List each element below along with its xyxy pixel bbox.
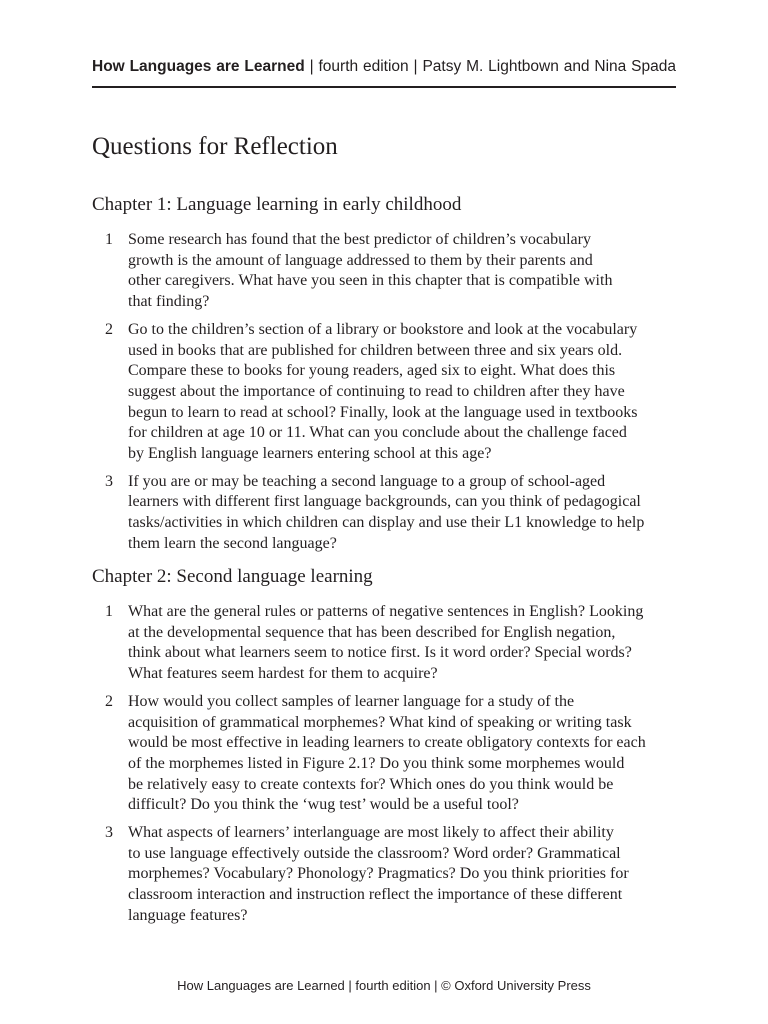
- question-text-line: to use language effectively outside the classroom? Word order? Grammatical: [128, 844, 621, 862]
- question-text-line: difficult? Do you think the ‘wug test’ would be a useful tool?: [128, 796, 519, 814]
- question-text-line: Some research has found that the best predictor of children’s vocabulary: [128, 231, 591, 248]
- question-text-line: Compare these to books for young readers, aged six to eight. What does this: [128, 362, 616, 380]
- chapter-2-heading: Chapter 2: Second language learning: [92, 566, 373, 587]
- question-text-line: begun to learn to read at school? Finally, look at the language used in textbooks: [128, 403, 638, 421]
- question-number: 1: [105, 231, 113, 248]
- question-text-line: morphemes? Vocabulary? Phonology? Pragmatics? Do you think priorities for: [128, 865, 629, 883]
- question-text-line: used in books that are published for children between three and six years old.: [128, 341, 623, 359]
- question-1-1: [92, 230, 680, 313]
- question-text-line: suggest about the importance of continuing to read to children after they have: [128, 382, 625, 400]
- chapter-1-heading: Chapter 1: Language learning in early childhood: [92, 194, 462, 215]
- chapter-2-question-list: [92, 602, 680, 933]
- header-separator: |: [408, 58, 423, 75]
- question-text-line: of the morphemes listed in Figure 2.1? Do you think some morphemes would: [128, 754, 625, 772]
- page-footer: How Languages are Learned | fourth edition | © Oxford University Press: [177, 978, 591, 993]
- question-text-line: for children at age 10 or 11. What can you conclude about the challenge faced: [128, 424, 627, 442]
- question-number: 3: [105, 472, 113, 490]
- question-1-3: [92, 472, 680, 555]
- question-text-line: be relatively easy to create contexts for? Which ones do you think would be: [128, 775, 614, 793]
- page-title: Questions for Reflection: [92, 133, 338, 160]
- question-text-line: think about what learners seem to notice first. Is it word order? Special words?: [128, 644, 632, 662]
- header-rule: [92, 86, 676, 88]
- question-text-line: learners with different first language backgrounds, can you think of pedagogical: [128, 493, 641, 511]
- chapter-1-question-list: [92, 230, 680, 561]
- question-text-line: How would you collect samples of learner language for a study of the: [128, 692, 575, 710]
- question-text-line: that finding?: [128, 293, 210, 311]
- question-text-line: If you are or may be teaching a second language to a group of school-aged: [128, 472, 606, 490]
- running-header: [92, 56, 676, 78]
- question-2-2: [92, 692, 680, 816]
- question-text-line: tasks/activities in which children can display and use their L1 knowledge to help: [128, 514, 645, 532]
- question-text-line: them learn the second language?: [128, 534, 337, 552]
- question-text-line: acquisition of grammatical morphemes? What kind of speaking or writing task: [128, 713, 632, 731]
- question-1-2: [92, 320, 680, 465]
- question-number: 3: [105, 823, 113, 841]
- question-text-line: What are the general rules or patterns of negative sentences in English? Looking: [128, 603, 644, 620]
- question-text-line: Go to the children’s section of a library or bookstore and look at the vocabulary: [128, 320, 638, 338]
- question-2-3: [92, 823, 680, 927]
- question-text-line: at the developmental sequence that has been described for English negation,: [128, 623, 616, 641]
- question-text-line: would be most effective in leading learners to create obligatory contexts for each: [128, 734, 646, 752]
- question-text-line: language features?: [128, 906, 248, 924]
- question-text-line: growth is the amount of language addressed to them by their parents and: [128, 251, 593, 269]
- question-text-line: by English language learners entering school at this age?: [128, 445, 492, 463]
- question-text-line: other caregivers. What have you seen in this chapter that is compatible with: [128, 272, 613, 290]
- question-number: 2: [105, 320, 113, 338]
- header-separator: |: [304, 58, 319, 75]
- question-2-1: [92, 602, 680, 685]
- header-book-title: How Languages are Learned: [92, 58, 305, 75]
- header-edition: fourth edition: [318, 58, 409, 75]
- question-text-line: What features seem hardest for them to acquire?: [128, 665, 438, 683]
- question-text-line: What aspects of learners’ interlanguage are most likely to affect their ability: [128, 823, 614, 841]
- question-text-line: classroom interaction and instruction reflect the importance of these different: [128, 886, 623, 904]
- question-number: 1: [105, 603, 113, 620]
- question-number: 2: [105, 692, 113, 710]
- header-authors: Patsy M. Lightbown and Nina Spada: [422, 58, 676, 75]
